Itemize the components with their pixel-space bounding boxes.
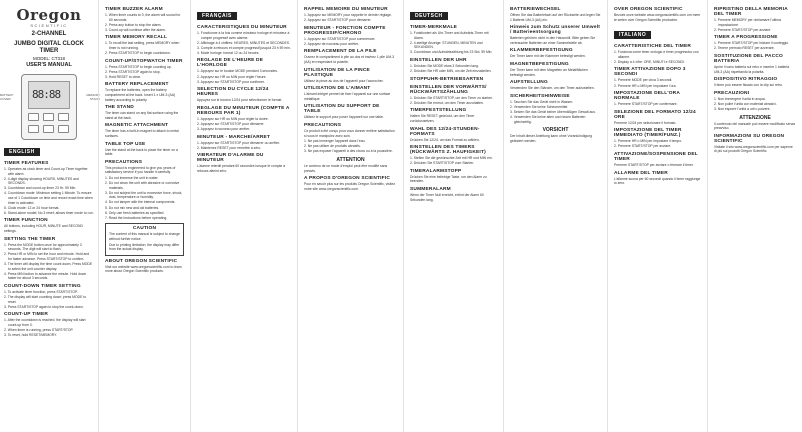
list-item: 4. Do not tamper with the internal components. [105, 200, 176, 205]
list-item: 1. To activate timer function, press START/STOP. [4, 289, 78, 294]
section-heading: EINSTELLEN DES TIMERS (RÜCKWÄRTS Z. HAUFIGKEIT) [410, 145, 486, 156]
doc-title-line2: JUMBO DIGITAL CLOCK TIMER [14, 41, 84, 54]
list-item: 2. When timer is running, press START/STOP. [4, 327, 74, 332]
section-heading: SOSTITUZIONE DEL PACCO BATTERIA [714, 53, 783, 64]
device-button-hr [28, 113, 39, 121]
section-heading: TIMER A PROGRESSIONE [714, 35, 778, 41]
list-item: 3. Countdown and count-up timer 23 Hr. 59 Min. [4, 186, 77, 191]
list-item: 1. Ne pas immerger l'appareil dans l'eau. [304, 139, 366, 144]
paragraph: Batterien gehören nicht in den Hausmüll. Bitte geben Sie verbrauchte Batterien an einer Sammelstelle ab. [510, 36, 596, 45]
paragraph: Drücken Sie eine beliebige Taste, um den Alarm zu beenden. [410, 174, 487, 184]
section-heading: INFORMAZIONI SU OREGON SCIENTIFIC [714, 133, 785, 144]
caution-text: The content of this manual is subject to change without further notice. [109, 232, 180, 241]
section-heading: IMPOSTAZIONE DEL TIMER IMMEDIATO (TIMER/FUNZ.) [614, 128, 682, 139]
paragraph: Ouvrez le compartiment à pile au dos et insérez 1 pile UM-3 (AA) en respectant la polarité. [304, 55, 395, 64]
section-heading: MAGNETIC ATTACHMENT [105, 123, 169, 129]
paragraph: L'alarme retentit pendant 60 secondes lorsque le compte à rebours atteint zéro. [197, 164, 286, 173]
list-item: 1. Press the MODE button once for approximately 3 seconds. The digit will start to flash. [4, 242, 82, 252]
section-heading: TIMER FUNCTION [4, 218, 48, 224]
device-button-mode [28, 125, 39, 133]
list-item: 2. Premere START/STOP per avviare. [614, 144, 672, 149]
francais-column-1 [190, 0, 297, 432]
list-item: 2. Drücken Sie HR oder MIN, um die Zeit einzustellen. [410, 69, 492, 74]
paragraph: Utilisez le support pour poser l'appareil sur une table. [304, 115, 384, 120]
doc-model: MODEL: CT318 [32, 56, 65, 61]
section-heading: TIMERFESTSTELLUNG [410, 108, 467, 114]
paragraph: L'allarme suona per 60 secondi quando il timer raggiunge lo zero. [614, 176, 701, 186]
list-item: 1. Premere HR o MIN per impostare il tempo. [614, 139, 683, 144]
paragraph: The timer can stand on any flat surface using the stand at the back. [105, 111, 179, 120]
section-heading: RAPPEL MEMOIRE DU MINUTEUR [304, 7, 388, 12]
list-item: 2. Premere START/STOP per avviare. [714, 27, 772, 32]
section-heading: MINUTEUR - FONCTION COMPTE PROGRESSIF/CHRONO [304, 25, 386, 36]
section-heading: EINSTELLEN DER VORWÄRTS/ RÜCKWÄRTSZÄHLUNG [410, 84, 487, 95]
list-item: 1. Funziona come timer orologio e timer progressivo con allarme. [614, 50, 699, 59]
section-heading: SICHERHEITSHINWEISE [510, 93, 570, 99]
italiano-body-2 [714, 7, 796, 154]
attention-heading: ATTENTION [336, 156, 365, 163]
caution-box [105, 223, 184, 255]
list-item: 2. Press HR or MIN to set the hour and minute. Hold and for faster advance. Press START/STOP to confirm. [4, 252, 90, 261]
list-item: 2. Appuyez sur START/STOP pour démarrer. [304, 18, 372, 23]
list-item: 2. Do not clean the unit with abrasive or corrosive materials. [105, 181, 180, 190]
device-button-sec [58, 113, 69, 121]
section-heading: BATTERY REPLACEMENT [105, 82, 169, 88]
paragraph: Pour en savoir plus sur les produits Oregon Scientific, visitez notre site www.oregonscientific.com. [304, 182, 396, 191]
list-item: 2. Press START/STOP to begin countdown. [105, 51, 171, 56]
list-item: 1. Funktioniert als Uhr-Timer und Aufwärts-Timer mit Alarm. [410, 31, 489, 40]
english-body-1 [4, 161, 94, 338]
section-heading: TABLE TOP USE [105, 141, 146, 147]
list-item: 3. Appuyez à nouveau pour arrêter. [197, 127, 250, 132]
paragraph: Bezoek onze website www.oregonscientific.com om meer te weten over Oregon Scientific producten. [614, 13, 701, 22]
paragraph: Il contenuto del manuale può essere modificato senza preavviso. [714, 121, 796, 131]
paragraph: Aprire il vano batteria sul retro e inserire 1 batteria UM-3 (AA) rispettando la polarità. [714, 64, 790, 74]
list-item: 2. Maintenez RESET pour remettre à zéro. [197, 145, 262, 150]
paragraph: L'aimant intégré permet de fixer l'appareil sur une surface métallique. [304, 92, 391, 101]
deutsch-body-1 [410, 25, 497, 202]
paragraph: Halten Sie RESET gedrückt, um den Timer zurückzusetzen. [410, 114, 475, 123]
section-heading: THE STAND [105, 105, 134, 111]
list-item: 2. Press any button to stop the alarm. [105, 22, 162, 27]
language-tab-deutsch: DEUTSCH [410, 12, 448, 20]
section-heading: OVER OREGON SCIENTIFIC [614, 7, 683, 12]
list-item: 1. Drücken Sie MODE etwa 3 Sekunden lang. [410, 63, 479, 68]
section-heading: SELEZIONE DEL FORMATO 12/24 ORE [614, 109, 696, 120]
list-item: 2. Appuyez sur HR ou MIN pour régler l'heure. [197, 74, 267, 79]
list-item: 1. Appuyez sur MEMORY pour rappeler le dernier réglage. [304, 13, 392, 17]
device-button-start-stop [58, 125, 69, 133]
list-item: 2. The display will start counting down; press MODE to reset. [4, 294, 87, 304]
list-item: 7. Read the instructions before operating. [105, 215, 168, 220]
english-body-2 [105, 7, 184, 274]
section-heading: BATTERIEWECHSEL [510, 7, 561, 12]
paragraph: Ce produit a été conçu pour vous donner entière satisfaction si vous le manipulez avec soin. [304, 128, 395, 138]
section-heading: VIBRATEUR D'ALARME DU MINUTEUR [197, 153, 264, 164]
section-heading: ALLARME DEL TIMER [614, 170, 668, 176]
list-item: 1. Premere START/STOP per confermare. [614, 102, 678, 107]
list-item: 6. Only use fresh batteries as specified. [105, 210, 165, 215]
paragraph: All buttons, including HOUR, MINUTE and SECOND settings. [4, 224, 83, 234]
section-heading: STOPPUHR-BETRIEBSARTEN [410, 76, 484, 82]
paragraph: The timer has a built-in magnet to attach to metal surfaces. [105, 129, 179, 138]
callout-cover: COVER [0, 97, 11, 101]
section-heading: A PROPOS D'OREGON SCIENTIFIC [304, 176, 390, 182]
list-item: 4. Countdown mode: Minimum setting 1 Minute. To ensure use of 1 Countdown on time and record exact time when timer is activated. [4, 191, 93, 205]
francais-body-1 [197, 25, 291, 174]
section-heading: WAHL DES 12/24-STUNDEN-FORMATS [410, 126, 480, 137]
section-heading: DISPOSITIVO RITRAGGIO [714, 77, 778, 83]
list-item: 1. Tauchen Sie das Gerät nicht in Wasser. [510, 99, 573, 104]
section-heading: KLAMMERBEFESTIGUNG [510, 48, 573, 54]
list-item: 1. Appuyez sur START/STOP pour commencer. [304, 36, 376, 41]
italiano-column-1 [607, 0, 707, 432]
paragraph: Premere START/STOP per avviare o fermare il timer. [614, 163, 694, 168]
section-heading: CARACTERISTIQUES DU MINUTEUR [197, 25, 287, 30]
list-item: 2. Press START/STOP again to stop. [105, 69, 161, 74]
list-item: 1. Appuyez sur HR ou MIN pour régler la durée. [197, 116, 269, 121]
list-item: 1. Operates as clock timer and Count-up Timer together with alarm. [4, 167, 88, 176]
paragraph: Der Timer kann mit der Klammer befestigt werden. [510, 54, 586, 59]
section-heading: SUMMERALARM [410, 187, 451, 192]
attention-heading: ATTENZIONE [739, 114, 771, 121]
italiano-column-2 [707, 0, 802, 432]
list-item: 3. To reset, hold RESET/MEMORY. [4, 333, 57, 338]
callout-battery: BATTERY [0, 93, 14, 97]
list-item: 2. Appuyez de nouveau pour arrêter. [304, 41, 359, 46]
list-item: 2. Non pulire l'unità con materiali abrasivi. [714, 101, 777, 106]
section-heading: ATTIVAZIONE/SOSPENSIONE DEL TIMER [614, 152, 698, 163]
brand-logo [4, 6, 94, 28]
list-item: 2. Appuyez sur START/STOP pour démarrer. [197, 121, 265, 126]
list-item: 3. Countdown und Aufwärtszählung bis 23 Std. 59 Min. [410, 50, 493, 55]
list-item: 1. Non immergere l'unità in acqua. [714, 96, 766, 101]
section-heading: COUNT-DOWN TIMER SETTING [4, 283, 81, 289]
paragraph: Utilisez la pince au dos de l'appareil pour l'accrocher. [304, 78, 384, 83]
device-button-memory [43, 125, 54, 133]
list-item: 1. To recall the last setting, press MEMORY when timer is not running. [105, 41, 180, 50]
section-heading: UTILISATION DE L'AIMANT [304, 86, 371, 92]
list-item: 2. Drücken Sie erneut, um den Timer anzuhalten. [410, 100, 484, 105]
paragraph: Visit our website www.oregonscientific.com to learn more about Oregon Scientific products. [105, 264, 182, 274]
list-item: 1. After the countdown is reached, the display will start count-up from 0. [4, 318, 86, 327]
paragraph: Der Timer kann mit dem Magneten an Metallflächen befestigt werden. [510, 67, 588, 77]
list-item: 1. Premere START/STOP per iniziare il conteggio. [714, 41, 790, 46]
list-item: 3. Do not subject the unit to excessive force, shock, dust, temperature or humidity. [105, 190, 183, 200]
list-item: 1. Appuyez sur START/STOP pour démarrer ou arrêter. [197, 140, 281, 145]
paragraph: Visitate il sito www.oregonscientific.com per saperne di più sui prodotti Oregon Scientific. [714, 144, 793, 154]
list-item: 2. Verwenden Sie keine Scheuermittel. [510, 104, 569, 109]
paragraph: Drücken Sie 12/24, um das Format zu wählen. [410, 137, 480, 142]
section-heading: TIMER-MERKMALE [410, 25, 458, 30]
caution-text: Due to printing limitation, the display may differ from the actual display. [109, 242, 180, 252]
list-item: 3. Hold RESET to clear. [105, 74, 141, 79]
list-item: 1. Drücken Sie START/STOP, um den Timer zu starten. [410, 95, 494, 100]
section-heading: TIMER MEMORY RECALL [105, 35, 168, 41]
list-item: 2. Premere HR o MIN per impostare l'ora. [614, 83, 677, 88]
list-item: 1. Appuyez sur le bouton MODE pendant 3 secondes. [197, 69, 278, 74]
language-tab-francais: FRANÇAIS [197, 12, 237, 20]
section-heading: REGLAGE DE L'HEURE DE L'HORLOGE [197, 58, 264, 69]
lcd-digits: 88:88 [32, 88, 61, 101]
section-heading: MAGNETBEFESTIGUNG [510, 61, 569, 67]
section-heading: REGLAGE DU MINUTEUR (COMPTE A REBOURS PAR 1) [197, 105, 290, 116]
list-item: 4. Mode horloge: format 12 ou 24 heures. [197, 50, 260, 55]
section-heading: IMPOSTAZIONE DELL'ORA NORMALE [614, 91, 680, 102]
list-item: 4. Verwenden Sie keine alten und neuen Batterien gleichzeitig. [510, 115, 586, 124]
list-item: 1. Fonctionne à la fois comme minuteur horloge et minuteur à compte progressif avec alarme. [197, 31, 290, 40]
list-item: 2. Affichage à 4 chiffres: HEURES, MINUTES et SECONDES. [197, 40, 290, 45]
list-item: 3. Setzen Sie das Gerät keiner übermäßigen Gewalt aus. [510, 109, 596, 114]
list-item: 3. Appuyez sur START/STOP pour confirmer. [197, 79, 265, 84]
section-heading: SELECTION DU CYCLE 12/24 HEURES [197, 87, 269, 98]
callout-memory: MEMORY [86, 93, 100, 97]
section-heading: TIMER FEATURES [4, 161, 49, 166]
list-item: 3. Ne pas exposer l'appareil à des chocs ou à la poussière. [304, 149, 393, 154]
english-column-2 [98, 0, 190, 432]
paragraph: Premere 12/24 per selezionare il formato. [614, 120, 677, 125]
list-item: 1. Premere MEMORY per richiamare l'ultima impostazione. [714, 18, 781, 27]
section-heading: TIMERALARMSTOPP [410, 168, 462, 174]
doc-manual-label: USER'S MANUAL [26, 62, 72, 68]
francais-body-2 [304, 7, 397, 191]
logo-wordmark: Oregon [16, 6, 82, 24]
list-item: 3. The timer will display the time count down. Press MODE to select the unit counter display. [4, 262, 93, 271]
list-item: 1. Press START/STOP to begin counting up. [105, 64, 172, 69]
section-heading: CARATTERISTICHE DEL TIMER [614, 44, 692, 50]
italiano-body-1a [614, 7, 701, 22]
callout-stand: STAND [90, 97, 100, 101]
deutsch-column-2 [503, 0, 607, 432]
language-tab-italiano: ITALIANO [614, 31, 651, 39]
section-heading: Hinweis zum Schutz unserer Umwelt / Batterieentsorgung [510, 25, 601, 36]
section-heading: TIMER ATTIVAZIONE DOPO 3 SECONDI [614, 67, 686, 78]
section-heading: MINUTEUR - MARCHE/ARRET [197, 134, 271, 140]
attention-heading: VORSICHT [542, 127, 569, 134]
paragraph: Der Inhalt dieser Anleitung kann ohne Vorankündigung geändert werden. [510, 134, 593, 143]
section-heading: REMPLACEMENT DE LA PILE [304, 49, 377, 55]
section-heading: AUFSTELLUNG [510, 80, 548, 86]
deutsch-body-2 [510, 7, 601, 143]
paragraph: This product is engineered to give you years of satisfactory service if you handle it carefully. [105, 165, 176, 175]
device-lcd [28, 81, 70, 109]
section-heading: RIPRISTINO DELLA MEMORIA DEL TIMER [714, 7, 788, 17]
list-item: 4. Press MIN button to advance the minute. Hold down faster for about 3 seconds. [4, 271, 87, 281]
list-item: 2. Ne pas utiliser de produits abrasifs. [304, 144, 361, 149]
paragraph: Appuyez sur le bouton 12/24 pour sélectionner le format. [197, 98, 283, 103]
section-heading: EINSTELLEN DER UHR [410, 57, 467, 63]
section-heading: PRECAUTIONS [105, 159, 143, 165]
list-item: 5. Do not mix new and old batteries. [105, 205, 160, 210]
paragraph: Il timer può essere fissato con la clip sul retro. [714, 83, 783, 88]
doc-title-line1: 2-CHANNEL [31, 31, 67, 37]
section-heading: SETTING THE TIMER [4, 236, 56, 242]
cover-column [0, 0, 98, 432]
section-heading: COUNT-UP/STOPWATCH TIMER [105, 58, 183, 64]
list-item: 3. Compte à rebours et compte progressif jusqu'à 23 h 59 min. [197, 45, 291, 50]
section-heading: COUNT-UP TIMER [4, 312, 49, 318]
list-item: 5. Clock mode: 12 or 24 hour format. [4, 205, 60, 210]
language-tab-english: ENGLISH [4, 148, 40, 156]
paragraph: To replace the batteries, open the battery compartment at the back. Insert 1 x UM-3 (AA) battery according to polarity. [105, 88, 176, 102]
list-item: 3. Count-up will continue after the alarm. [105, 27, 166, 32]
list-item: 1. Stellen Sie die gewünschte Zeit mit HR und MIN ein. [410, 156, 493, 161]
paragraph: Le contenu de ce mode d'emploi peut être modifié sans préavis. [304, 163, 388, 173]
section-heading: PRECAUTIONS [304, 122, 342, 128]
list-item: 2. Drücken Sie START/STOP zum Starten. [410, 161, 475, 166]
section-heading: TIMER BUZZER ALARM [105, 7, 163, 12]
list-item: 3. Non esporre l'unità a urti o polvere. [714, 106, 771, 111]
paragraph: Verwenden Sie den Ständer, um den Timer aufzustellen. [510, 86, 595, 91]
list-item: 2. Display a 4 cifre: ORE, MINUTI e SECONDI. [614, 59, 685, 64]
section-heading: ABOUT OREGON SCIENTIFIC [105, 258, 178, 264]
list-item: 2. 4-digit display showing HOURS, MINUTES and SECONDS. [4, 176, 79, 186]
list-item: 1. Premere MODE per circa 3 secondi. [614, 78, 673, 83]
timer-device-illustration [0, 74, 100, 140]
list-item: 2. 4-stellige Anzeige: STUNDEN, MINUTEN und SEKUNDEN. [410, 40, 483, 50]
device-button-min [43, 113, 54, 121]
list-item: 2. Tenere premuto RESET per azzerare. [714, 46, 775, 51]
francais-column-2 [297, 0, 403, 432]
section-heading: UTILISATION DU SUPPORT DE TABLE [304, 104, 380, 115]
caution-heading: CAUTION [132, 226, 157, 232]
paragraph: Wenn der Timer Null erreicht, ertönt der Alarm 60 Sekunden lang. [410, 193, 484, 202]
section-heading: PRECAUZIONI [714, 90, 750, 96]
deutsch-column-1 [403, 0, 503, 432]
list-item: 1. Do not immerse the unit in water. [105, 175, 159, 180]
logo-tagline: SCIENTIFIC [30, 23, 68, 28]
list-item: 3. Press START/STOP again to stop the count-down. [4, 304, 84, 309]
paragraph: Öffnen Sie das Batteriefach auf der Rückseite und legen Sie 1 Batterie UM-3 (AA) ein. [510, 13, 601, 22]
italiano-body-1b [614, 44, 701, 186]
section-heading: UTILISATION DE LA PINCE PLASTIQUE [304, 67, 370, 78]
list-item: 1. When timer counts to 0, the alarm will sound for 60 seconds. [105, 13, 181, 22]
list-item: 6. Stand-alone model: No 3 reset; allows timer mode to run. [4, 210, 94, 215]
paragraph: Use the stand at the back to place the timer on a table. [105, 147, 178, 157]
